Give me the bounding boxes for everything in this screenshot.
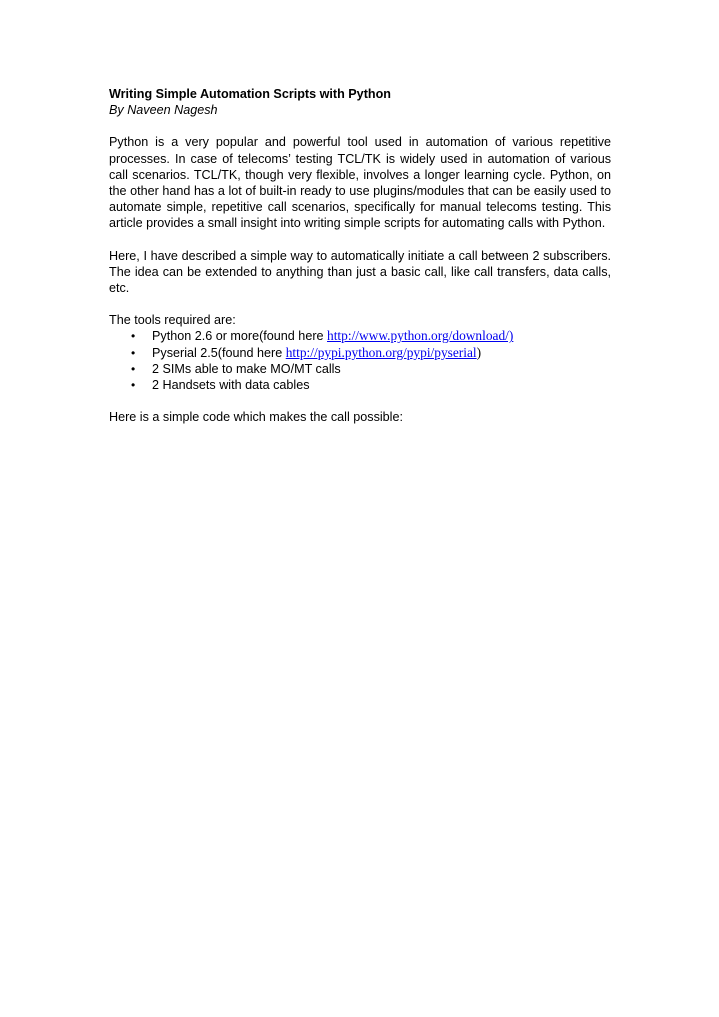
spacer	[109, 296, 611, 312]
tools-list	[109, 328, 611, 393]
bullet-icon: •	[131, 345, 136, 360]
pyserial-link[interactable]: http://pypi.python.org/pypi/pyserial	[285, 344, 477, 360]
list-item-text: 2 Handsets with data cables	[152, 378, 310, 393]
list-item	[109, 377, 611, 393]
list-item	[109, 361, 611, 377]
tools-intro: The tools required are:	[109, 313, 236, 328]
list-item-suffix: )	[476, 344, 482, 360]
list-item	[109, 345, 611, 361]
description-paragraph: Here, I have described a simple way to automatically initiate a call between 2 subscribers. The idea can be extended to anything than just a basic call, like call transfers, data calls, etc.	[109, 248, 611, 296]
bullet-icon: •	[131, 361, 136, 376]
author-byline: By Naveen Nagesh	[109, 103, 218, 118]
list-item-text: Pyserial 2.5(found here	[152, 345, 286, 360]
python-download-link[interactable]: http://www.python.org/download/)	[327, 328, 514, 344]
list-item-text: Python 2.6 or more(found here	[152, 329, 328, 344]
document-page	[109, 86, 611, 425]
bullet-icon: •	[131, 378, 136, 393]
spacer	[109, 232, 611, 248]
spacer	[109, 393, 611, 409]
closing-line: Here is a simple code which makes the call possible:	[109, 410, 403, 425]
bullet-icon: •	[131, 329, 136, 344]
list-item	[109, 328, 611, 344]
intro-paragraph: Python is a very popular and powerful tool used in automation of various repetitive processes. In case of telecoms’ testing TCL/TK is widely used in automation of various call scenarios. TCL/TK, though very flexible, involves a longer learning cycle. Python, on the other hand has a lot of built-in ready to use plugins/modules that can be easily used to automate simple, repetitive call scenarios, specifically for manual telecoms testing. This article provides a small insight into writing simple scripts for automating calls with Python.	[109, 135, 611, 231]
spacer	[109, 118, 611, 134]
document-title: Writing Simple Automation Scripts with Python	[109, 87, 391, 101]
list-item-text: 2 SIMs able to make MO/MT calls	[152, 361, 341, 376]
